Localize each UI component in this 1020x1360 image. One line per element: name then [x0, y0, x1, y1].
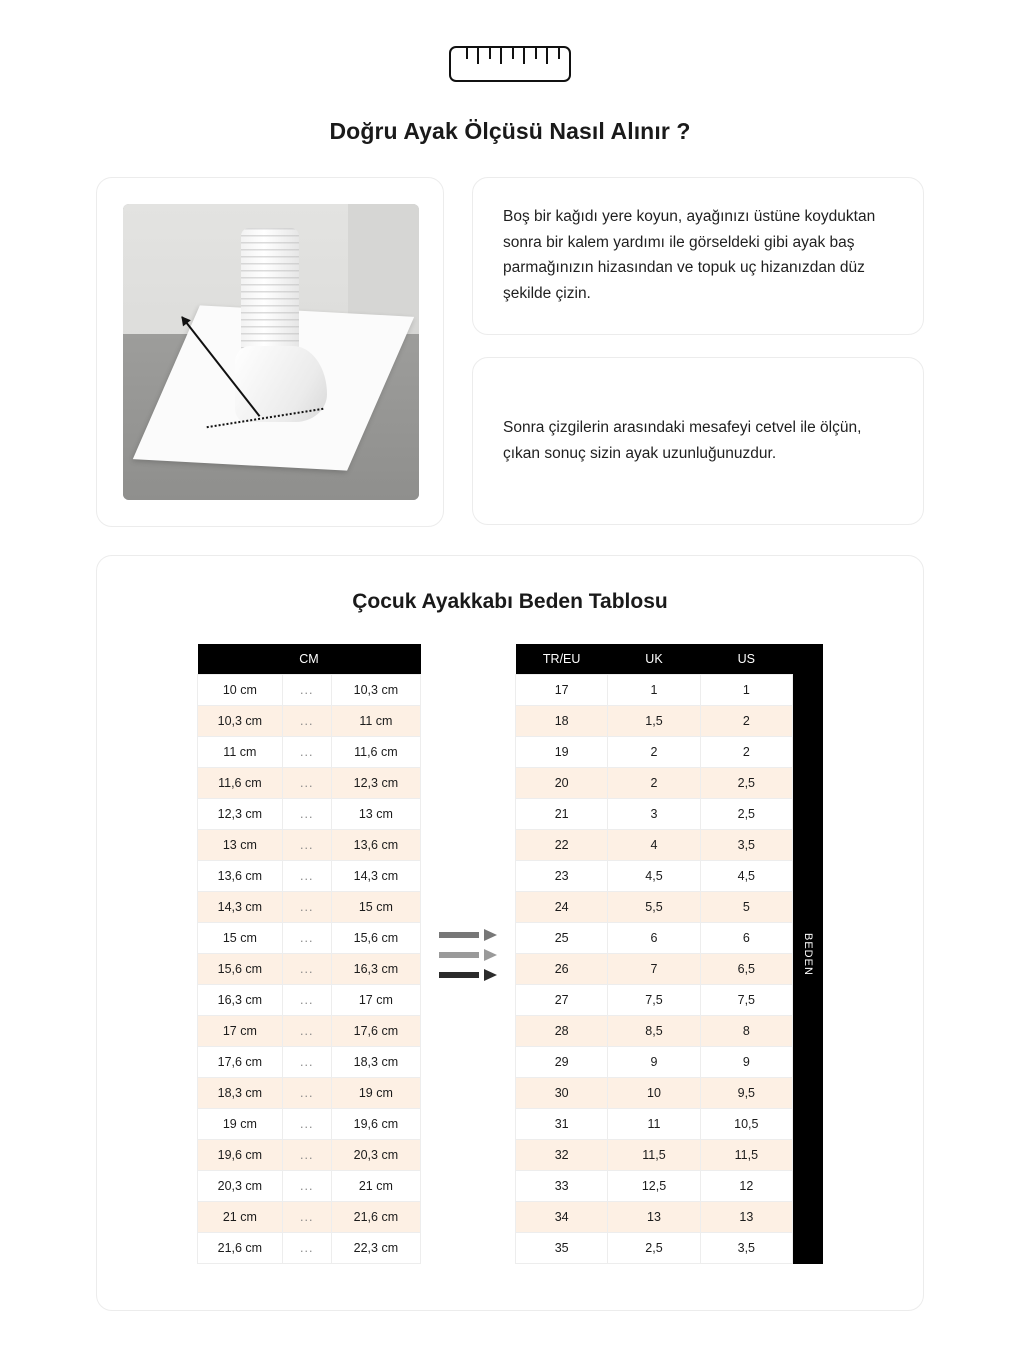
size-header-us: US [700, 644, 792, 675]
size-tr-eu: 17 [516, 675, 608, 706]
cm-separator: ... [282, 892, 331, 923]
beden-side-label [793, 644, 823, 1264]
cm-to: 22,3 cm [331, 1233, 420, 1264]
cm-to: 17,6 cm [331, 1016, 420, 1047]
size-tr-eu: 35 [516, 1233, 608, 1264]
cm-table-header: CM [198, 644, 421, 675]
size-header-tr-eu: TR/EU [516, 644, 608, 675]
size-table-row [516, 1171, 793, 1202]
cm-to: 13 cm [331, 799, 420, 830]
cm-table-row [198, 923, 421, 954]
size-uk: 12,5 [608, 1171, 700, 1202]
cm-to: 19 cm [331, 1078, 420, 1109]
size-us: 9,5 [700, 1078, 792, 1109]
cm-from: 10,3 cm [198, 706, 283, 737]
size-table-row [516, 737, 793, 768]
size-uk: 2,5 [608, 1233, 700, 1264]
size-uk: 9 [608, 1047, 700, 1078]
size-uk: 7 [608, 954, 700, 985]
size-table-title: Çocuk Ayakkabı Beden Tablosu [352, 590, 668, 613]
cm-table-row [198, 737, 421, 768]
cm-from: 10 cm [198, 675, 283, 706]
cm-separator: ... [282, 830, 331, 861]
size-us: 2,5 [700, 768, 792, 799]
size-uk: 8,5 [608, 1016, 700, 1047]
cm-separator: ... [282, 1140, 331, 1171]
instruction-text-2: Sonra çizgilerin arasındaki mesafeyi cetvel ile ölçün, çıkan sonuç sizin ayak uzunluğunuzdur. [503, 419, 862, 462]
cm-table [197, 644, 421, 1264]
size-uk: 1,5 [608, 706, 700, 737]
size-tr-eu: 27 [516, 985, 608, 1016]
page-title: Doğru Ayak Ölçüsü Nasıl Alınır ? [329, 118, 691, 144]
size-uk: 4,5 [608, 861, 700, 892]
cm-from: 18,3 cm [198, 1078, 283, 1109]
instruction-text-1: Boş bir kağıdı yere koyun, ayağınızı üstüne koyduktan sonra bir kalem yardımı ile görseldeki gibi ayak baş parmağınızın hizasından ve topuk uç hizanızdan düz şekilde çizin. [503, 208, 876, 302]
cm-table-row [198, 830, 421, 861]
cm-from: 19 cm [198, 1109, 283, 1140]
ruler-tick [535, 48, 537, 59]
size-tr-eu: 34 [516, 1202, 608, 1233]
size-tr-eu: 32 [516, 1140, 608, 1171]
size-table-row [516, 985, 793, 1016]
size-us: 5 [700, 892, 792, 923]
cm-table-row [198, 1140, 421, 1171]
conversion-arrows [421, 929, 515, 980]
cm-from: 17,6 cm [198, 1047, 283, 1078]
ruler-tick [466, 48, 468, 59]
size-uk: 4 [608, 830, 700, 861]
cm-to: 15,6 cm [331, 923, 420, 954]
arrow-icon-2 [439, 949, 497, 960]
size-table-row [516, 1047, 793, 1078]
cm-table-row [198, 675, 421, 706]
cm-from: 16,3 cm [198, 985, 283, 1016]
size-us: 8 [700, 1016, 792, 1047]
size-table-header-row [516, 644, 793, 675]
cm-from: 13 cm [198, 830, 283, 861]
size-us: 2,5 [700, 799, 792, 830]
cm-from: 11 cm [198, 737, 283, 768]
ruler-tick [558, 48, 560, 59]
size-us: 6,5 [700, 954, 792, 985]
cm-table-row [198, 799, 421, 830]
cm-table-row [198, 861, 421, 892]
size-us: 12 [700, 1171, 792, 1202]
size-tr-eu: 33 [516, 1171, 608, 1202]
cm-table-body [198, 675, 421, 1264]
cm-separator: ... [282, 737, 331, 768]
size-us: 2 [700, 706, 792, 737]
cm-table-row [198, 1171, 421, 1202]
cm-separator: ... [282, 1233, 331, 1264]
cm-table-header-row [198, 644, 421, 675]
instruction-text-column [472, 177, 924, 525]
size-tr-eu: 21 [516, 799, 608, 830]
size-table [515, 644, 793, 1264]
cm-to: 11 cm [331, 706, 420, 737]
size-us: 2 [700, 737, 792, 768]
cm-to: 12,3 cm [331, 768, 420, 799]
size-tables-row [97, 644, 923, 1264]
size-uk: 11 [608, 1109, 700, 1140]
cm-separator: ... [282, 768, 331, 799]
size-table-row [516, 892, 793, 923]
cm-table-row [198, 1016, 421, 1047]
size-table-row [516, 799, 793, 830]
cm-table-row [198, 1047, 421, 1078]
ruler-icon [449, 46, 571, 82]
size-table-row [516, 1109, 793, 1140]
size-table-with-label [515, 644, 823, 1264]
cm-from: 11,6 cm [198, 768, 283, 799]
size-uk: 2 [608, 737, 700, 768]
size-us: 1 [700, 675, 792, 706]
cm-table-row [198, 768, 421, 799]
size-tr-eu: 24 [516, 892, 608, 923]
ruler-tick [512, 48, 514, 59]
size-us: 11,5 [700, 1140, 792, 1171]
cm-from: 12,3 cm [198, 799, 283, 830]
arrow-icon-3 [439, 969, 497, 980]
foot-measurement-photo [123, 204, 419, 500]
cm-from: 19,6 cm [198, 1140, 283, 1171]
size-table-row [516, 830, 793, 861]
size-header-uk: UK [608, 644, 700, 675]
size-tr-eu: 23 [516, 861, 608, 892]
cm-to: 20,3 cm [331, 1140, 420, 1171]
cm-to: 21,6 cm [331, 1202, 420, 1233]
cm-separator: ... [282, 799, 331, 830]
size-uk: 1 [608, 675, 700, 706]
size-table-section [96, 555, 924, 1311]
cm-separator: ... [282, 1016, 331, 1047]
cm-from: 21 cm [198, 1202, 283, 1233]
cm-to: 21 cm [331, 1171, 420, 1202]
cm-separator: ... [282, 1171, 331, 1202]
cm-separator: ... [282, 954, 331, 985]
size-table-row [516, 1233, 793, 1264]
cm-separator: ... [282, 861, 331, 892]
size-uk: 3 [608, 799, 700, 830]
size-tr-eu: 31 [516, 1109, 608, 1140]
cm-table-row [198, 985, 421, 1016]
ruler-tick [546, 48, 548, 64]
size-table-row [516, 1202, 793, 1233]
cm-table-row [198, 1202, 421, 1233]
size-tr-eu: 25 [516, 923, 608, 954]
size-uk: 11,5 [608, 1140, 700, 1171]
cm-from: 14,3 cm [198, 892, 283, 923]
size-table-row [516, 954, 793, 985]
size-tr-eu: 26 [516, 954, 608, 985]
ruler-tick [500, 48, 502, 64]
cm-to: 16,3 cm [331, 954, 420, 985]
size-tr-eu: 18 [516, 706, 608, 737]
size-table-body [516, 675, 793, 1264]
size-table-row [516, 1140, 793, 1171]
cm-to: 17 cm [331, 985, 420, 1016]
size-table-row [516, 861, 793, 892]
size-uk: 10 [608, 1078, 700, 1109]
photo-card [96, 177, 444, 527]
cm-from: 21,6 cm [198, 1233, 283, 1264]
ruler-tick [489, 48, 491, 59]
cm-from: 20,3 cm [198, 1171, 283, 1202]
size-us: 7,5 [700, 985, 792, 1016]
size-table-row [516, 1078, 793, 1109]
ruler-tick [523, 48, 525, 64]
size-tr-eu: 19 [516, 737, 608, 768]
cm-table-row [198, 892, 421, 923]
ruler-icon-container [0, 0, 1020, 82]
cm-separator: ... [282, 1047, 331, 1078]
size-us: 6 [700, 923, 792, 954]
cm-from: 15,6 cm [198, 954, 283, 985]
arrow-icon-1 [439, 929, 497, 940]
cm-separator: ... [282, 1109, 331, 1140]
cm-to: 11,6 cm [331, 737, 420, 768]
size-us: 3,5 [700, 1233, 792, 1264]
size-tr-eu: 20 [516, 768, 608, 799]
cm-separator: ... [282, 1078, 331, 1109]
instruction-card-1 [472, 177, 924, 335]
cm-separator: ... [282, 706, 331, 737]
size-us: 13 [700, 1202, 792, 1233]
size-us: 10,5 [700, 1109, 792, 1140]
instruction-card-2 [472, 357, 924, 525]
size-tr-eu: 29 [516, 1047, 608, 1078]
cm-table-row [198, 706, 421, 737]
cm-table-row [198, 954, 421, 985]
size-table-row [516, 768, 793, 799]
cm-separator: ... [282, 1202, 331, 1233]
cm-table-row [198, 1109, 421, 1140]
cm-separator: ... [282, 675, 331, 706]
cm-to: 13,6 cm [331, 830, 420, 861]
size-tr-eu: 30 [516, 1078, 608, 1109]
photo-sock-texture [241, 228, 299, 348]
cm-from: 13,6 cm [198, 861, 283, 892]
beden-side-label-text: BEDEN [802, 932, 814, 976]
size-uk: 5,5 [608, 892, 700, 923]
ruler-tick [477, 48, 479, 64]
cm-table-row [198, 1233, 421, 1264]
cm-table-row [198, 1078, 421, 1109]
size-table-row [516, 923, 793, 954]
cm-from: 15 cm [198, 923, 283, 954]
cm-to: 10,3 cm [331, 675, 420, 706]
size-table-row [516, 706, 793, 737]
cm-to: 14,3 cm [331, 861, 420, 892]
size-uk: 13 [608, 1202, 700, 1233]
size-table-row [516, 1016, 793, 1047]
size-uk: 2 [608, 768, 700, 799]
cm-separator: ... [282, 985, 331, 1016]
size-us: 3,5 [700, 830, 792, 861]
cm-to: 18,3 cm [331, 1047, 420, 1078]
size-tr-eu: 22 [516, 830, 608, 861]
size-us: 9 [700, 1047, 792, 1078]
size-tr-eu: 28 [516, 1016, 608, 1047]
cm-separator: ... [282, 923, 331, 954]
size-uk: 6 [608, 923, 700, 954]
size-table-row [516, 675, 793, 706]
size-uk: 7,5 [608, 985, 700, 1016]
instructions-section [0, 145, 1020, 527]
cm-from: 17 cm [198, 1016, 283, 1047]
size-us: 4,5 [700, 861, 792, 892]
cm-to: 15 cm [331, 892, 420, 923]
cm-to: 19,6 cm [331, 1109, 420, 1140]
